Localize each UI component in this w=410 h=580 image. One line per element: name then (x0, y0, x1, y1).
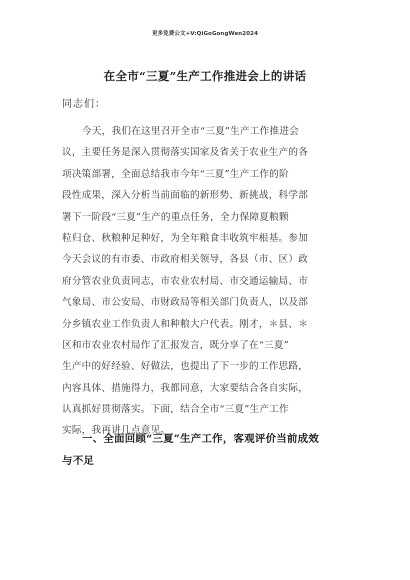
paragraph-line: 生产中的好经验、好做法，也提出了下一步的工作思路， (62, 361, 309, 373)
paragraph-line: 今天会议的有市委、市政府相关领导，各县（市、区）政 (62, 254, 309, 266)
salutation: 同志们： (62, 99, 106, 110)
paragraph-line: 今天，我们在这里召开全市“三夏”生产工作推进会 (82, 126, 300, 137)
paragraph-line: 分乡镇农业工作负责人和种粮大户代表。刚才，＊县、＊ (62, 318, 309, 330)
paragraph-line: 内容具体、措施得力，我都同意，大家要结合各自实际， (62, 382, 309, 394)
paragraph-line: 认真抓好贯彻落实。下面，结合全市“三夏”生产工作 (62, 404, 289, 416)
paragraph-line: 粒归仓、秋粮种足种好，为全年粮食丰收筑牢根基。参加 (62, 232, 309, 244)
document-title: 在全市“三夏”生产工作推进会上的讲话 (103, 69, 307, 83)
paragraph-line: 区和市农业农村局作了汇报发言，既分享了在“三夏” (62, 339, 289, 351)
section-heading (62, 428, 362, 472)
paragraph-line: 府分管农业负责同志，市农业农村局、市交通运输局、市 (62, 275, 309, 287)
paragraph-line: 段性成果，深入分析当前面临的新形势、新挑战，科学部 (62, 190, 309, 202)
section-heading-line: 与不足 (62, 455, 95, 467)
header-note: 更多免费公文+V:QiGoGongWen2024 (151, 31, 259, 37)
paragraph-line: 议，主要任务是深入贯彻落实国家及省关于农业生产的各 (62, 147, 309, 159)
paragraph-line: 项决策部署，全面总结我市今年“三夏”生产工作的阶 (62, 168, 289, 180)
paragraph-line: 气象局、市公安局、市财政局等相关部门负责人，以及部 (62, 297, 309, 309)
paragraph-line: 署下一阶段“三夏”生产的重点任务，全力保障夏粮颗 (62, 211, 289, 223)
body-paragraph (62, 121, 362, 442)
paragraph-line: 实际，我再讲几点意见。 (62, 425, 171, 437)
section-heading-line: 一、全面回顾“三夏”生产工作，客观评价当前成效 (82, 433, 320, 445)
